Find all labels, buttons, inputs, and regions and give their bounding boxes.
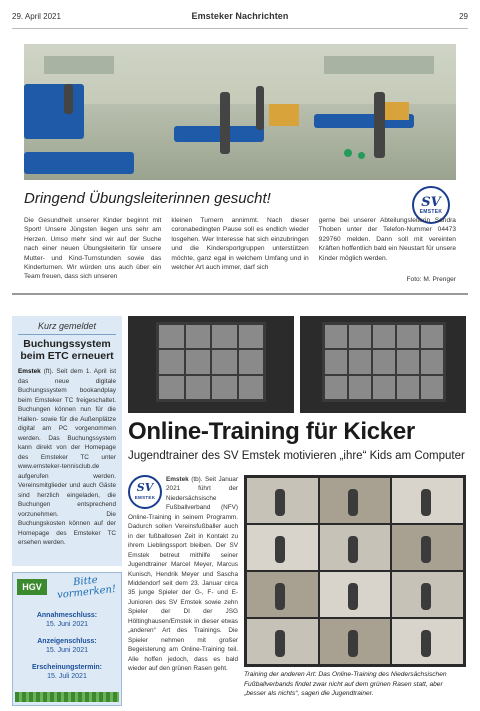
kurz-gemeldet-box <box>12 316 122 566</box>
gym-mat <box>24 84 84 139</box>
header-divider <box>12 28 468 29</box>
article1-col3: gerne bei unserer Abteilungsleiterin Sandra Thoben unter der Telefon-Nummer 04473 929760 melden. Dann soll mit vereinten Kräften hoffentlich bald ein Neustart für unsere Kinder möglich werden. <box>318 217 456 262</box>
village-silhouette <box>15 692 119 702</box>
video-tile <box>320 572 391 617</box>
video-tile <box>392 525 463 570</box>
laptop-photo-left <box>128 316 294 413</box>
article2-text: (tb). Seit Januar 2021 führt der Niedersächsische Fußballverband (NFV) Online-Training in seinem Programm. Dadurch sollen Vereinsfußballer auch in der fußballosen Zeit in Kontakt zu ihrem Lieblingssport bleiben. Der SV Emstek betreut mithilfe seiner Jugendtrainer Marcel Meyer, Marcus Kunisch, Hendrik Meyer und Sascha Middendorf seit dem 23. Januar circa 35 junge Spieler der G-, F- und E-Junioren des SV Emstek sowie zehn Spieler der DI der JSG Höltinghausen/Emstek in dieser etwas „anderen“ Art des Trainings. Die Spieler nehmen mit großer Begeisterung am Online-Training teil. Alle hoffen jedoch, dass es bald wieder auf den grünen Rasen geht. <box>128 476 238 673</box>
ball <box>344 149 352 157</box>
ad-row <box>13 663 121 681</box>
kurz-text: (ft). Seit dem 1. April ist das neue digitale Buchungssystem bookandplay beim Emsteker TC freigeschaltet. Buchungen können nun für die Hallen- sowie für die Außenplätze digital am PC vorgenommen werden. Das Buchungssystem kann direkt von der Homepage des Emsteker TC unter www.emsteker-tennisclub.de aufgerufen werden. Vereinsmitglieder und auch Gäste sind herzlich eingeladen, die Buchungen entsprechend vorzunehmen. Die Buchungskosten können auf der Homepage des Emsteker TC ersehen werden. <box>18 368 116 546</box>
video-tile <box>392 478 463 523</box>
photo-credit: Foto: M. Prenger <box>406 276 456 283</box>
gym-wall <box>24 44 456 106</box>
page-number: 29 <box>459 12 468 21</box>
article1-col2: kleinen Turnern annimmt. Nach dieser coronabedingten Pause soll es endlich wieder losgehen. Wer Interesse hat sich einzubringen und die Kindersportgruppen unterstützen möchte, ganz egal in welchem Umfang und in welcher Art auch immer, darf sich <box>171 217 309 272</box>
kurz-title: Kurz gemeldet <box>37 321 97 331</box>
person <box>374 92 385 158</box>
section-divider <box>12 293 468 295</box>
video-tile <box>247 525 318 570</box>
ad-row <box>13 637 121 655</box>
gym-window <box>44 56 114 74</box>
logo-sv-text: SV <box>421 194 441 210</box>
article2-headline: Online-Training für Kicker <box>128 418 415 445</box>
vaulting-box <box>269 104 299 126</box>
issue-date: 29. April 2021 <box>12 12 61 21</box>
article1-body <box>24 216 456 282</box>
newspaper-name: Emsteker Nachrichten <box>191 11 289 21</box>
gym-mat <box>24 152 134 174</box>
kurz-body <box>18 367 116 548</box>
video-tile <box>320 525 391 570</box>
article1-headline: Dringend Übungsleiterinnen gesucht! <box>24 190 271 207</box>
laptop-screen <box>156 322 266 402</box>
person <box>220 92 230 154</box>
person <box>64 84 73 114</box>
photo-caption: Training der anderen Art: Das Online-Training des Niedersächsischen Fußballverbands findet zwar nicht auf dem grünen Rasen statt, aber „besser als nichts“, sagen die Jugendtrainer. <box>244 671 447 697</box>
ad-row-label: Anzeigenschluss: <box>37 638 97 645</box>
vaulting-box <box>384 102 409 120</box>
article1-col1: Die Gesundheit unserer Kinder beginnt mit Sport! Unsere Jüngsten liegen uns sehr am Herzen. Umso mehr sind wir auf der Suche nach einer neuen Übungsleiterin für unsere Mutter- und Kind-Turnstunden sowie das Kinderturnen. Wir würden uns auch über ein Team freuen, dass sich unseren <box>24 217 162 281</box>
kurz-lead: Emstek <box>18 368 41 375</box>
ad-row-label: Erscheinungstermin: <box>31 664 102 671</box>
ad-row-value: 15. Juni 2021 <box>45 621 89 628</box>
ad-row <box>13 611 121 629</box>
video-tile <box>392 619 463 664</box>
kurz-divider <box>18 334 116 335</box>
logo-place-text: EMSTEK <box>419 208 443 215</box>
article2-lead: Emstek <box>166 476 189 483</box>
article2-subheadline: Jugendtrainer des SV Emstek motivieren „ihre“ Kids am Computer <box>128 450 465 462</box>
video-tile <box>392 572 463 617</box>
hgv-ad <box>12 572 122 706</box>
logo-sv-text: SV <box>136 480 154 494</box>
ad-row-label: Annahmeschluss: <box>36 612 98 619</box>
gym-mat <box>174 126 264 142</box>
video-tile <box>320 478 391 523</box>
laptop-screen <box>322 322 446 402</box>
kurz-headline: Buchungssystem beim ETC erneuert <box>20 338 114 362</box>
sv-emstek-logo-small <box>128 475 162 509</box>
ball <box>358 152 365 159</box>
page-header <box>12 10 468 26</box>
ad-row-value: 15. Juli 2021 <box>47 673 87 680</box>
hgv-logo: HGV <box>17 579 47 595</box>
ad-row-value: 15. Juni 2021 <box>45 647 89 654</box>
video-tile <box>247 572 318 617</box>
zoom-training-photo <box>244 475 466 667</box>
video-tile <box>320 619 391 664</box>
video-tile <box>247 478 318 523</box>
gym-window <box>324 56 434 74</box>
ad-slogan: Bitte vormerken! <box>56 574 117 602</box>
video-tile <box>247 619 318 664</box>
person <box>256 86 264 130</box>
article2-body <box>128 475 238 674</box>
laptop-photo-right <box>300 316 466 413</box>
logo-place-text: EMSTEK <box>134 494 156 500</box>
gym-photo <box>24 44 456 180</box>
